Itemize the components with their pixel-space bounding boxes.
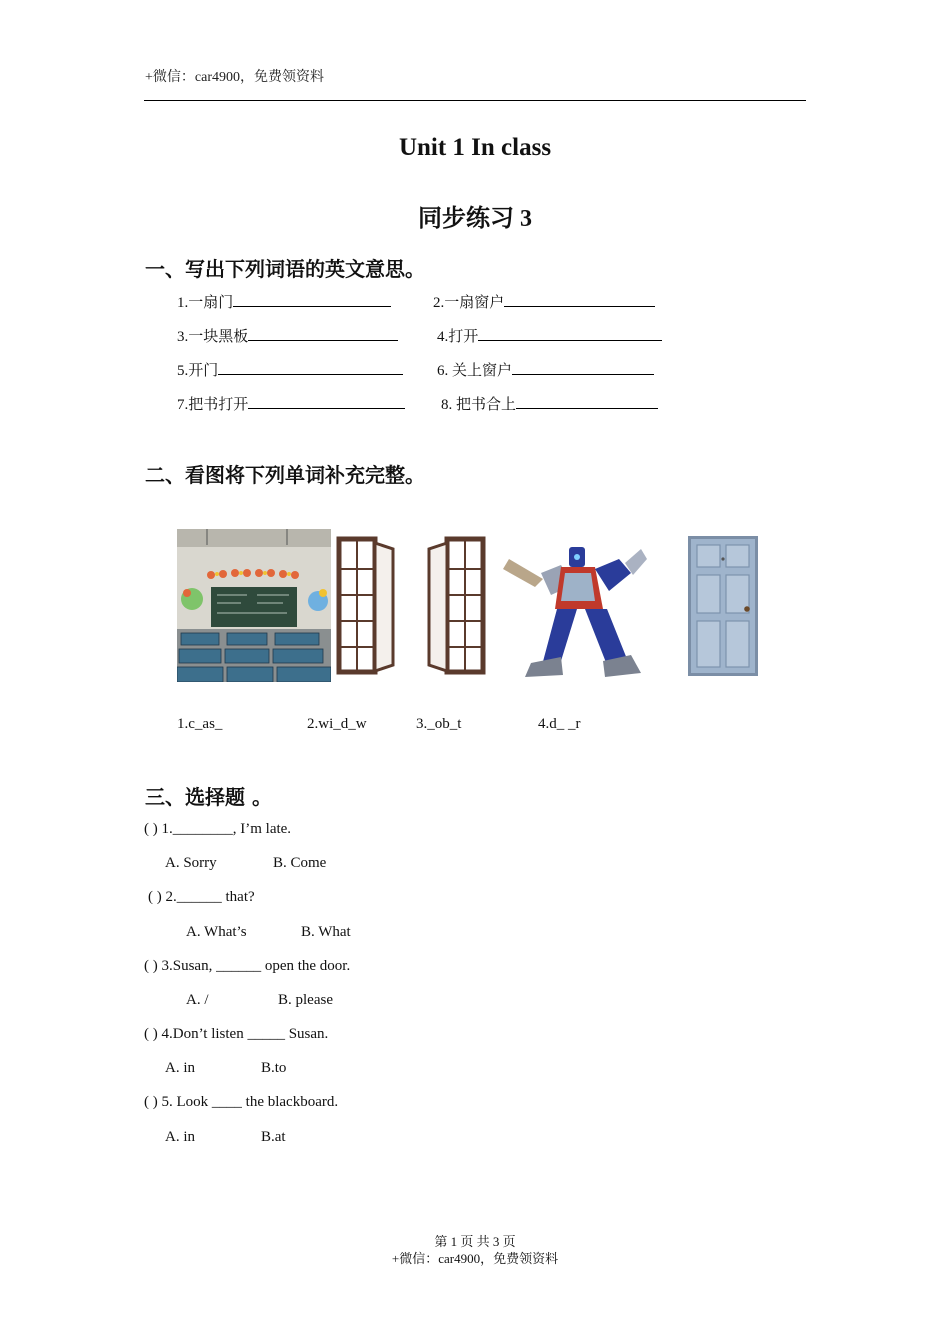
answer-blank[interactable] — [504, 292, 655, 307]
vocab-item: 2.一扇窗户 — [433, 291, 655, 312]
word-puzzle: 3._ob_t — [416, 716, 462, 732]
answer-blank[interactable] — [478, 326, 662, 341]
question-stem: ( ) 2.______ that? — [148, 889, 255, 905]
window-image — [331, 529, 491, 682]
section2-heading: 二、看图将下列单词补充完整。 — [145, 463, 425, 487]
question-stem: ( ) 4.Don’t listen _____ Susan. — [144, 1026, 329, 1042]
header-rule — [144, 100, 806, 101]
option-b[interactable]: B.at — [261, 1129, 286, 1145]
option-b[interactable]: B. What — [301, 924, 351, 940]
word-puzzle: 1.c_as_ — [177, 716, 223, 732]
vocab-item: 8. 把书合上 — [441, 393, 658, 414]
question-stem: ( ) 5. Look ____ the blackboard. — [144, 1094, 339, 1110]
answer-blank[interactable] — [248, 326, 398, 341]
classroom-image — [177, 529, 331, 682]
page-title: Unit 1 In class — [398, 134, 552, 161]
footer-note: +微信：car4900，免费领资料 — [391, 1251, 559, 1266]
word-puzzle: 2.wi_d_w — [307, 716, 367, 732]
question-stem: ( ) 3.Susan, ______ open the door. — [144, 958, 351, 974]
page-subtitle: 同步练习 3 — [418, 206, 532, 232]
answer-blank[interactable] — [512, 360, 654, 375]
answer-blank[interactable] — [248, 394, 405, 409]
option-b[interactable]: B. please — [278, 992, 333, 1008]
answer-blank[interactable] — [218, 360, 403, 375]
option-b[interactable]: B.to — [261, 1060, 287, 1076]
door-image — [671, 529, 761, 682]
vocab-item: 1.一扇门 — [177, 291, 391, 312]
option-a[interactable]: A. / — [186, 992, 209, 1008]
answer-blank[interactable] — [233, 292, 391, 307]
header-note: +微信：car4900，免费领资料 — [145, 70, 324, 85]
vocab-item: 3.一块黑板 — [177, 325, 398, 346]
option-a[interactable]: A. in — [165, 1129, 195, 1145]
vocab-item: 7.把书打开 — [177, 393, 405, 414]
answer-blank[interactable] — [516, 394, 658, 409]
option-b[interactable]: B. Come — [273, 855, 327, 871]
question-stem: ( ) 1.________, I’m late. — [144, 821, 292, 837]
section1-heading: 一、写出下列词语的英文意思。 — [145, 257, 425, 281]
option-a[interactable]: A. in — [165, 1060, 195, 1076]
section3-heading: 三、选择题 。 — [145, 785, 272, 809]
vocab-item: 4.打开 — [437, 325, 662, 346]
word-puzzle: 4.d_ _r — [538, 716, 581, 732]
robot-image — [491, 529, 671, 682]
vocab-item: 6. 关上窗户 — [437, 359, 654, 380]
option-a[interactable]: A. Sorry — [165, 855, 217, 871]
page-number: 第 1 页 共 3 页 — [434, 1234, 516, 1249]
vocab-item: 5.开门 — [177, 359, 403, 380]
option-a[interactable]: A. What’s — [186, 924, 247, 940]
